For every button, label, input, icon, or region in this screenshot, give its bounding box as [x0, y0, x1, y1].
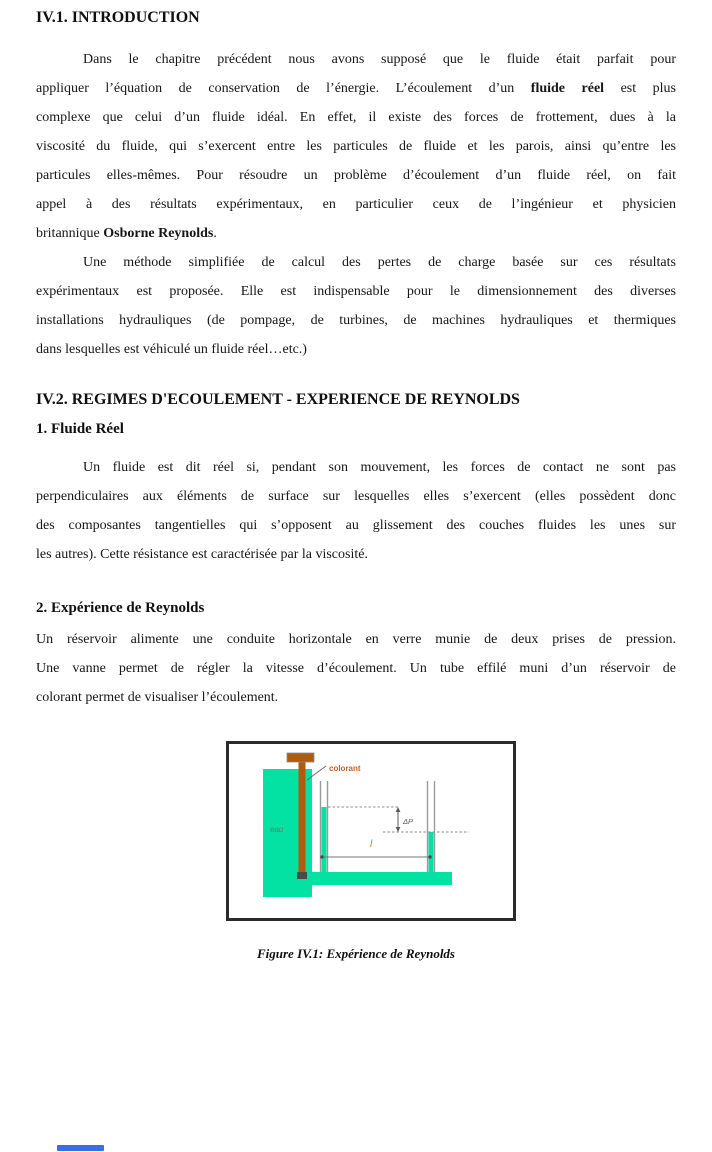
- reynolds-experiment-figure: [226, 741, 516, 921]
- text-run: est plus: [604, 81, 676, 96]
- tank-water-label: eau: [270, 825, 284, 834]
- dye-tube: [299, 761, 306, 876]
- text-line: [36, 219, 676, 248]
- text-run: viscosité du fluide, qui s’exercent entre les particules de fluide et les parois, ainsi qu’entre les: [36, 139, 676, 154]
- bold-text-run: Osborne Reynolds: [103, 226, 214, 241]
- text-run: complexe que celui d’un fluide idéal. En effet, il existe des forces de frottement, dues à la: [36, 110, 676, 125]
- document-body: [36, 8, 676, 962]
- text-run: Une méthode simplifiée de calcul des pertes de charge basée sur ces résultats: [83, 255, 676, 270]
- text-run: installations hydrauliques (de pompage, de turbines, de machines hydrauliques et thermiques: [36, 313, 676, 328]
- text-run: des composantes tangentielles qui s’opposent au glissement des couches fluides les unes sur: [36, 518, 676, 533]
- text-line: [36, 625, 676, 654]
- text-run: appel à des résultats expérimentaux, en particulier ceux de l’ingénieur et physicien: [36, 197, 676, 212]
- text-run: Une vanne permet de régler la vitesse d’écoulement. Un tube effilé muni d’un réservoir de: [36, 661, 676, 676]
- subheading-experience-reynolds: 2. Expérience de Reynolds: [36, 600, 205, 616]
- text-line: [36, 540, 676, 569]
- text-line: [36, 132, 676, 161]
- text-run: Un fluide est dit réel si, pendant son mouvement, les forces de contact ne sont pas: [83, 460, 676, 475]
- paragraph-experience-reynolds: [36, 625, 676, 712]
- text-line: [36, 277, 676, 306]
- text-line: [36, 654, 676, 683]
- piezometer-left-water-column: [322, 807, 327, 872]
- dye-tube-tip: [297, 872, 307, 879]
- text-line: [36, 161, 676, 190]
- text-run: colorant permet de visualiser l’écoulement.: [36, 690, 279, 705]
- text-line: [36, 453, 676, 482]
- text-run: perpendiculaires aux éléments de surface sur lesquelles elles s’exercent (elles possèdent donc: [36, 489, 676, 504]
- length-label: l: [370, 839, 373, 850]
- bold-text-run: fluide réel: [530, 81, 605, 96]
- text-line: [36, 511, 676, 540]
- text-run: dans lesquelles est véhiculé un fluide réel…etc.): [36, 342, 307, 357]
- text-line: [36, 482, 676, 511]
- text-run: britannique: [36, 226, 104, 241]
- section-heading-iv2: IV.2. REGIMES D'ECOULEMENT - EXPERIENCE DE REYNOLDS: [36, 391, 520, 408]
- section-heading-iv1: IV.1. INTRODUCTION: [36, 9, 200, 26]
- length-measure-endpoint: [320, 855, 323, 858]
- paragraph-introduction-1: [36, 45, 676, 248]
- text-line: [36, 248, 676, 277]
- figure-caption: Figure IV.1: Expérience de Reynolds: [256, 946, 455, 961]
- text-line: [36, 190, 676, 219]
- text-run: particules elles-mêmes. Pour résoudre un problème d’écoulement d’un fluide réel, on fait: [36, 168, 676, 183]
- text-run: expérimentaux est proposée. Elle est indispensable pour le dimensionnement des diverses: [36, 284, 676, 299]
- piezometer-right-water-column: [429, 832, 434, 872]
- pressure-drop-label: ΔP: [403, 817, 414, 826]
- text-run: Un réservoir alimente une conduite horizontale en verre munie de deux prises de pression.: [36, 632, 676, 647]
- text-line: [36, 335, 676, 364]
- dye-reservoir-cap: [287, 753, 314, 762]
- horizontal-glass-pipe: [310, 872, 452, 885]
- text-line: [36, 74, 676, 103]
- text-run: appliquer l’équation de conservation de l’énergie. L’écoulement d’un: [36, 81, 531, 96]
- text-run: les autres). Cette résistance est caractérisée par la viscosité.: [36, 547, 368, 562]
- text-line: [36, 683, 676, 712]
- page-bottom-marker: [57, 1145, 104, 1151]
- subheading-fluide-reel: 1. Fluide Réel: [36, 421, 124, 437]
- paragraph-fluide-reel: [36, 453, 676, 569]
- reynolds-diagram: [229, 744, 513, 918]
- pressure-drop-arrow: [396, 807, 401, 832]
- paragraph-introduction-2: [36, 248, 676, 364]
- text-line: [36, 45, 676, 74]
- text-run: .: [213, 226, 217, 241]
- text-line: [36, 306, 676, 335]
- length-measure-endpoint: [428, 855, 431, 858]
- colorant-label: colorant: [329, 764, 361, 773]
- text-run: Dans le chapitre précédent nous avons supposé que le fluide était parfait pour: [83, 52, 676, 67]
- text-line: [36, 103, 676, 132]
